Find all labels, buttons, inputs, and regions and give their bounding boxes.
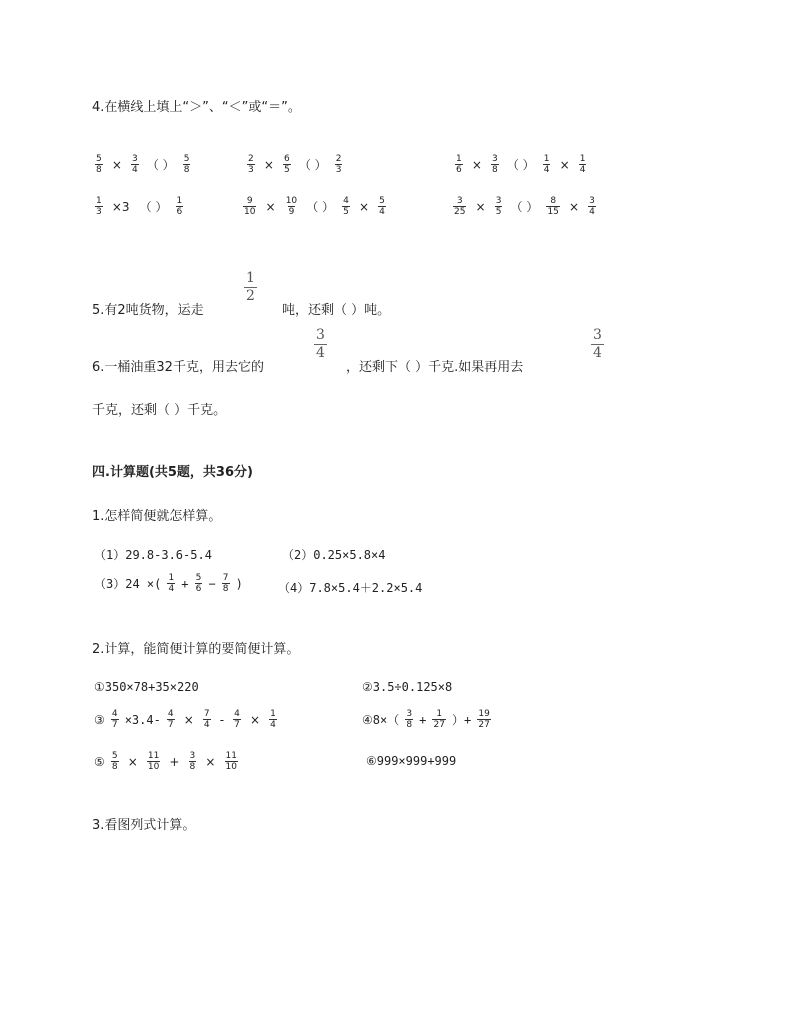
q5-text-b: 吨，还剩（ ）吨。 xyxy=(282,303,391,318)
fraction: $\frac{1}{4}$ xyxy=(168,573,175,594)
fraction: $\frac{1}{6}$ xyxy=(456,154,462,175)
fraction: $\frac{7}{8}$ xyxy=(222,573,229,594)
c1-problem-4: （4）7.8×5.4＋2.2×5.4 xyxy=(278,581,423,595)
c2-problem-4: ④8×（ $\frac{3}{8}$ + $\frac{1}{27}$ ）+ $\frac{19}{27}$ xyxy=(362,709,490,730)
fraction: $\frac{4}{7}$ xyxy=(111,709,118,730)
c1-problem-3: （3）24 ×( $\frac{1}{4}$ + $\frac{5}{6}$ − $\frac{7}{8}$ ) xyxy=(94,573,243,594)
c2-problem-3: ③ $\frac{4}{7}$ ×3.4- $\frac{4}{7}$ × $\frac{7}{4}$ - $\frac{4}{7}$ × $\frac{1}{4}$ xyxy=(94,709,276,730)
q6-text-a: 6.一桶油重32千克，用去它的 xyxy=(92,360,264,375)
c3-title: 3.看图列式计算。 xyxy=(92,818,196,833)
c1-problem-2: （2）0.25×5.8×4 xyxy=(282,548,386,562)
fraction: $\frac{4}{7}$ xyxy=(167,709,174,730)
fraction: $\frac{2}{3}$ xyxy=(248,154,254,175)
fraction: $\frac{3}{8}$ xyxy=(491,154,498,175)
c2-problem-1: ①350×78+35×220 xyxy=(94,680,199,694)
q4-row2-item-b: $\frac{9}{10}$ × $\frac{10}{9}$ （ ） $\frac{4}{5}$ × $\frac{5}{4}$ xyxy=(244,196,385,217)
c2-problem-2: ②3.5÷0.125×8 xyxy=(362,680,453,694)
q4-row2-item-c: $\frac{3}{25}$ × $\frac{3}{5}$ （ ） $\frac{8}{15}$ × $\frac{3}{4}$ xyxy=(454,196,595,217)
c2-problem-5: ⑤ $\frac{5}{8}$ × $\frac{11}{10}$ + $\frac{3}{8}$ × $\frac{11}{10}$ xyxy=(94,751,237,772)
fraction: $\frac{10}{9}$ xyxy=(285,196,298,217)
q6-fraction-2: 3 4 xyxy=(593,327,602,361)
fraction: $\frac{4}{7}$ xyxy=(234,709,240,730)
q4-row2-item-a: $\frac{1}{3}$ ×3 （ ） $\frac{1}{6}$ xyxy=(96,196,183,217)
fraction: $\frac{5}{8}$ xyxy=(96,154,102,175)
fraction: $\frac{5}{8}$ xyxy=(183,154,190,175)
fraction: $\frac{1}{4}$ xyxy=(579,154,586,175)
section-title: 四.计算题(共5题，共36分) xyxy=(92,465,253,480)
answer-blank[interactable]: （ ） xyxy=(139,200,168,214)
fraction: $\frac{9}{10}$ xyxy=(244,196,256,217)
fraction: $\frac{3}{25}$ xyxy=(454,196,466,217)
fraction: $\frac{5}{6}$ xyxy=(195,573,202,594)
fraction: $\frac{1}{27}$ xyxy=(433,709,445,730)
fraction: $\frac{1}{3}$ xyxy=(96,196,102,217)
fraction: $\frac{19}{27}$ xyxy=(478,709,490,730)
q4-row1-item-c: $\frac{1}{6}$ × $\frac{3}{8}$ （ ） $\frac{1}{4}$ × $\frac{1}{4}$ xyxy=(456,154,586,175)
fraction: $\frac{3}{5}$ xyxy=(495,196,502,217)
fraction: $\frac{1}{4}$ xyxy=(543,154,550,175)
q5-text-a: 5.有2吨货物，运走 xyxy=(92,303,204,318)
fraction: $\frac{11}{10}$ xyxy=(225,751,237,772)
fraction: $\frac{8}{15}$ xyxy=(547,196,559,217)
fraction: $\frac{6}{5}$ xyxy=(283,154,290,175)
c1-problem-1: （1）29.8-3.6-5.4 xyxy=(94,548,212,562)
q4-row1-item-b: $\frac{2}{3}$ × $\frac{6}{5}$ （ ） $\frac{2}{3}$ xyxy=(248,154,342,175)
q4-title: 4.在横线上填上“＞”、“＜”或“＝”。 xyxy=(92,100,301,115)
fraction: $\frac{4}{5}$ xyxy=(343,196,349,217)
q5-fraction: 1 2 xyxy=(246,270,255,304)
fraction: $\frac{3}{4}$ xyxy=(589,196,595,217)
answer-blank[interactable]: （ ） xyxy=(510,200,539,214)
fraction: $\frac{5}{4}$ xyxy=(379,196,385,217)
fraction: $\frac{7}{4}$ xyxy=(203,709,210,730)
c1-title: 1.怎样简便就怎样算。 xyxy=(92,509,222,524)
q6-text-c: 千克，还剩（ ）千克。 xyxy=(92,403,227,418)
answer-blank[interactable]: （ ） xyxy=(506,158,535,172)
answer-blank[interactable]: （ ） xyxy=(298,158,327,172)
q6-text-b: ，还剩下（ ）千克.如果再用去 xyxy=(346,360,524,375)
fraction: $\frac{3}{4}$ xyxy=(131,154,138,175)
c2-problem-6: ⑥999×999+999 xyxy=(366,754,457,768)
fraction: $\frac{3}{8}$ xyxy=(189,751,196,772)
fraction: $\frac{1}{4}$ xyxy=(270,709,276,730)
c2-title: 2.计算，能简便计算的要简便计算。 xyxy=(92,642,300,657)
fraction: $\frac{5}{8}$ xyxy=(111,751,118,772)
fraction: $\frac{1}{6}$ xyxy=(176,196,183,217)
fraction: $\frac{3}{8}$ xyxy=(406,709,413,730)
fraction: $\frac{2}{3}$ xyxy=(335,154,342,175)
q4-row1-item-a: $\frac{5}{8}$ × $\frac{3}{4}$ （ ） $\frac{5}{8}$ xyxy=(96,154,190,175)
answer-blank[interactable]: （ ） xyxy=(306,200,335,214)
fraction: $\frac{11}{10}$ xyxy=(147,751,160,772)
q6-fraction-1: 3 4 xyxy=(316,327,325,361)
answer-blank[interactable]: （ ） xyxy=(146,158,175,172)
